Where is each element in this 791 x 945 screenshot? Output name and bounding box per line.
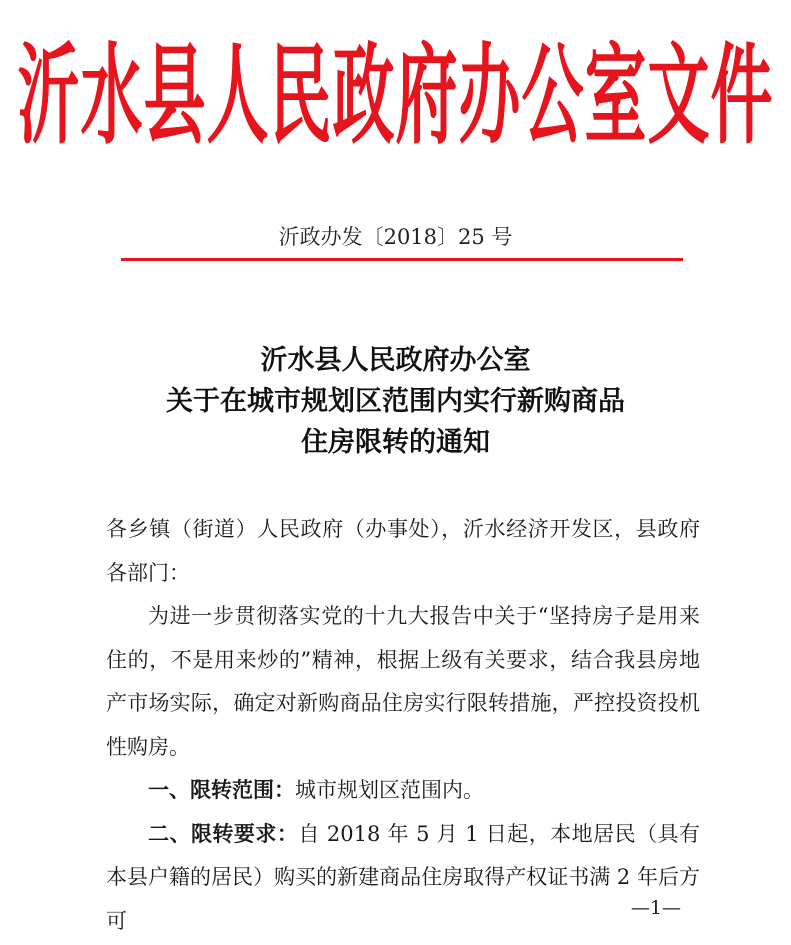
addressee-paragraph: 各乡镇（街道）人民政府（办事处），沂水经济开发区，县政府各部门： [106, 517, 700, 585]
title-line-2: 关于在城市规划区范围内实行新购商品 [166, 386, 625, 417]
document-masthead: 沂水县人民政府办公室文件 [17, 31, 774, 160]
title-line-3: 住房限转的通知 [301, 427, 490, 458]
section-2-paragraph [106, 813, 700, 944]
title-line-1: 沂水县人民政府办公室 [260, 345, 531, 376]
document-body [106, 508, 700, 943]
section-1-heading: 一、限转范围： [148, 778, 295, 802]
document-title [0, 340, 791, 463]
document-number: 沂政办发〔2018〕25 号 [278, 225, 513, 249]
red-separator-line [121, 258, 683, 261]
section-1-paragraph [106, 769, 700, 813]
intro-paragraph: 为进一步贯彻落实党的十九大报告中关于“坚持房子是用来住的，不是用来炒的”精神，根据上级有关要求，结合我县房地产市场实际，确定对新购商品住房实行限转措施，严控投资投机性购房。 [106, 604, 700, 759]
section-2-text: 自 2018 年 5 月 1 日起，本地居民（具有本县户籍的居民）购买的新建商品住房取得产权证书满 2 年后方可 [106, 821, 701, 933]
section-2-heading: 二、限转要求： [148, 821, 299, 846]
page-number: —1— [630, 897, 681, 919]
section-1-text: 城市规划区范围内。 [295, 778, 484, 802]
